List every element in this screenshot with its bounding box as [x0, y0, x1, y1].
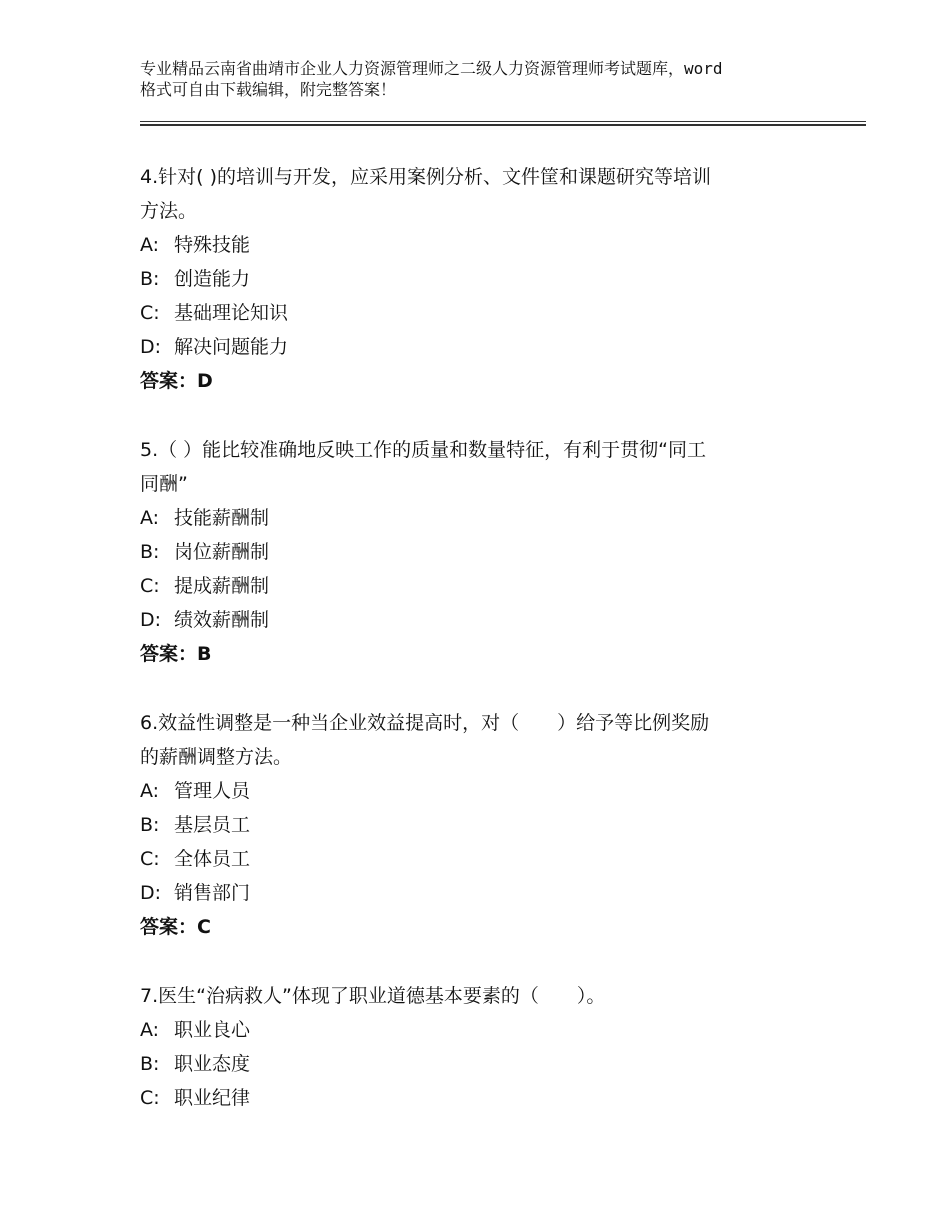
option-key: D:: [140, 882, 162, 904]
option-c: [140, 842, 820, 876]
answer-line: 答案：C: [140, 916, 211, 938]
option-a: [140, 501, 820, 535]
option-key: B:: [140, 814, 160, 836]
option-b: [140, 262, 820, 296]
option-key: A:: [140, 507, 160, 529]
option-text: 技能薪酬制: [174, 507, 270, 529]
option-key: C:: [140, 848, 160, 870]
header-line-1: 专业精品云南省曲靖市企业人力资源管理师之二级人力资源管理师考试题库，word: [140, 59, 723, 78]
option-c: [140, 1081, 820, 1115]
question-block-4: [140, 160, 820, 398]
option-key: C:: [140, 575, 160, 597]
question-stem-line: 7.医生“治病救人”体现了职业道德基本要素的（ ）。: [140, 985, 606, 1007]
option-text: 基层员工: [174, 814, 251, 836]
option-text: 提成薪酬制: [174, 575, 270, 597]
question-stem-line: 方法。: [140, 200, 198, 222]
option-text: 职业良心: [174, 1019, 251, 1041]
question-stem-line: 的薪酬调整方法。: [140, 746, 293, 768]
option-key: A:: [140, 780, 160, 802]
option-key: C:: [140, 1087, 160, 1109]
option-text: 全体员工: [174, 848, 251, 870]
option-d: [140, 603, 820, 637]
option-text: 特殊技能: [174, 234, 251, 256]
answer-line: 答案：D: [140, 370, 213, 392]
option-key: A:: [140, 1019, 160, 1041]
option-key: D:: [140, 609, 162, 631]
option-b: [140, 1047, 820, 1081]
option-key: B:: [140, 541, 160, 563]
option-a: [140, 1013, 820, 1047]
option-a: [140, 774, 820, 808]
question-block-5: [140, 433, 820, 671]
question-stem-line: 同酬”: [140, 473, 188, 495]
option-key: D:: [140, 336, 162, 358]
question-stem-line: 4.针对( )的培训与开发，应采用案例分析、文件筐和课题研究等培训: [140, 166, 711, 188]
option-c: [140, 296, 820, 330]
question-stem-line: 5.（ ）能比较准确地反映工作的质量和数量特征，有利于贯彻“同工: [140, 439, 707, 461]
header-divider-thick: [140, 124, 866, 126]
option-b: [140, 808, 820, 842]
header-divider-thin: [140, 121, 866, 122]
document-header: [140, 58, 830, 100]
question-stem-line: 6.效益性调整是一种当企业效益提高时，对（ ）给予等比例奖励: [140, 712, 710, 734]
option-a: [140, 228, 820, 262]
option-d: [140, 330, 820, 364]
option-text: 职业态度: [174, 1053, 251, 1075]
option-text: 销售部门: [174, 882, 251, 904]
option-text: 岗位薪酬制: [174, 541, 270, 563]
answer-line: 答案：B: [140, 643, 212, 665]
option-text: 绩效薪酬制: [174, 609, 270, 631]
option-key: C:: [140, 302, 160, 324]
option-key: B:: [140, 268, 160, 290]
option-text: 解决问题能力: [174, 336, 289, 358]
option-b: [140, 535, 820, 569]
header-line-2: 格式可自由下载编辑，附完整答案！: [140, 80, 397, 99]
option-text: 管理人员: [174, 780, 251, 802]
question-block-7: [140, 979, 820, 1115]
option-c: [140, 569, 820, 603]
option-d: [140, 876, 820, 910]
option-text: 创造能力: [174, 268, 251, 290]
option-text: 职业纪律: [174, 1087, 251, 1109]
option-key: B:: [140, 1053, 160, 1075]
option-text: 基础理论知识: [174, 302, 289, 324]
question-block-6: [140, 706, 820, 944]
option-key: A:: [140, 234, 160, 256]
